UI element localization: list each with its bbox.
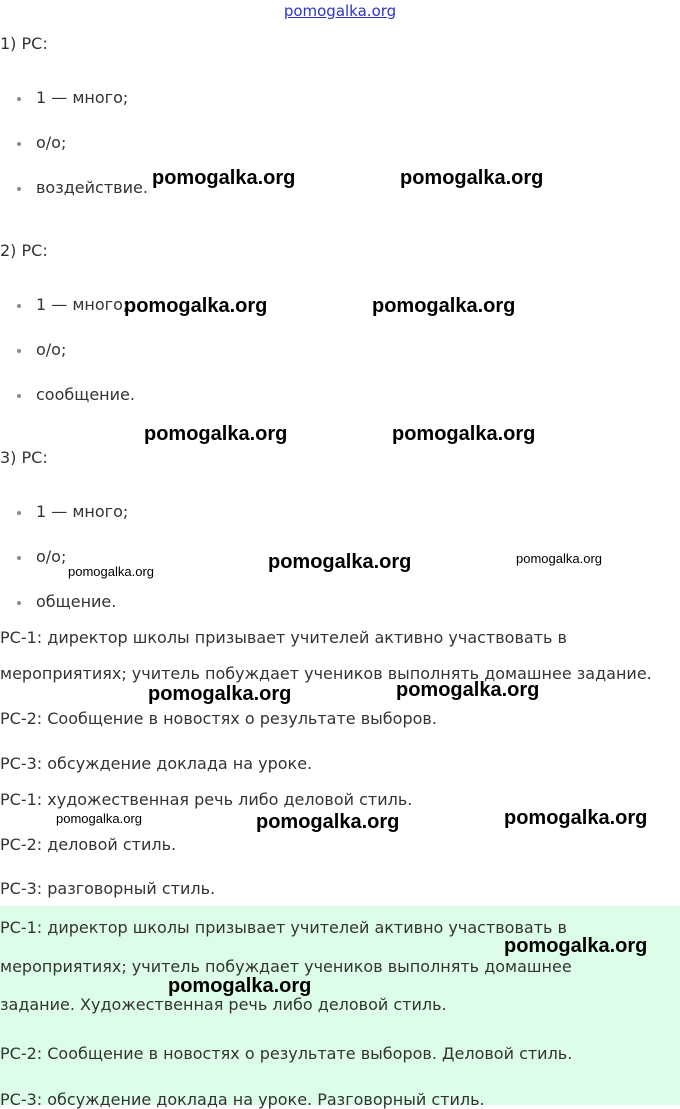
- watermark: pomogalka.org: [56, 811, 142, 826]
- bullet-dot: [17, 304, 21, 308]
- watermark: pomogalka.org: [400, 167, 544, 189]
- answer-line-1: PC-1: директор школы призывает учителей активно участвовать в: [0, 918, 567, 937]
- watermark: pomogalka.org: [372, 295, 516, 317]
- bullet-dot: [17, 142, 21, 146]
- bullet-dot: [17, 349, 21, 353]
- group-3-item-3: общение.: [36, 592, 117, 611]
- bullet-dot: [17, 511, 21, 515]
- group-2-item-1: 1 — много;: [36, 295, 129, 314]
- watermark: pomogalka.org: [392, 423, 536, 445]
- style-line-2: PC-2: деловой стиль.: [0, 835, 177, 854]
- group-3-item-2: о/о;: [36, 547, 67, 566]
- example-line-1: PC-1: директор школы призывает учителей активно участвовать в: [0, 628, 567, 647]
- group-1-item-2: о/о;: [36, 133, 67, 152]
- example-line-3: PC-2: Сообщение в новостях о результате выборов.: [0, 709, 437, 728]
- group-1-item-3: воздействие.: [36, 178, 148, 197]
- example-line-4: PC-3: обсуждение доклада на уроке.: [0, 754, 313, 773]
- group-3-item-1: 1 — много;: [36, 502, 129, 521]
- watermark: pomogalka.org: [504, 807, 648, 829]
- watermark: pomogalka.org: [396, 679, 540, 701]
- answer-line-4: PC-2: Сообщение в новостях о результате выборов. Деловой стиль.: [0, 1044, 573, 1063]
- watermark: pomogalka.org: [168, 975, 312, 997]
- bullet-dot: [17, 97, 21, 101]
- watermark: pomogalka.org: [124, 295, 268, 317]
- example-line-2: мероприятиях; учитель побуждает учеников выполнять домашнее задание.: [0, 664, 652, 683]
- bullet-dot: [17, 394, 21, 398]
- watermark: pomogalka.org: [68, 564, 154, 579]
- watermark: pomogalka.org: [516, 551, 602, 566]
- answer-line-3: задание. Художественная речь либо деловой стиль.: [0, 995, 447, 1014]
- bullet-dot: [17, 556, 21, 560]
- answer-line-2: мероприятиях; учитель побуждает учеников выполнять домашнее: [0, 957, 572, 976]
- header-site-link[interactable]: pomogalka.org: [283, 2, 397, 20]
- watermark: pomogalka.org: [256, 811, 400, 833]
- watermark: pomogalka.org: [144, 423, 288, 445]
- group-1-title: 1) PC:: [0, 34, 48, 53]
- group-3-title: 3) PC:: [0, 448, 48, 467]
- group-1-item-1: 1 — много;: [36, 88, 129, 107]
- watermark: pomogalka.org: [268, 551, 412, 573]
- style-line-1: PC-1: художественная речь либо деловой стиль.: [0, 790, 413, 809]
- bullet-dot: [17, 187, 21, 191]
- watermark: pomogalka.org: [504, 935, 648, 957]
- style-line-3: PC-3: разговорный стиль.: [0, 879, 216, 898]
- watermark: pomogalka.org: [148, 683, 292, 705]
- group-2-item-3: сообщение.: [36, 385, 135, 404]
- bullet-dot: [17, 601, 21, 605]
- answer-line-5: PC-3: обсуждение доклада на уроке. Разговорный стиль.: [0, 1090, 485, 1109]
- watermark: pomogalka.org: [152, 167, 296, 189]
- group-2-title: 2) PC:: [0, 241, 48, 260]
- group-2-item-2: о/о;: [36, 340, 67, 359]
